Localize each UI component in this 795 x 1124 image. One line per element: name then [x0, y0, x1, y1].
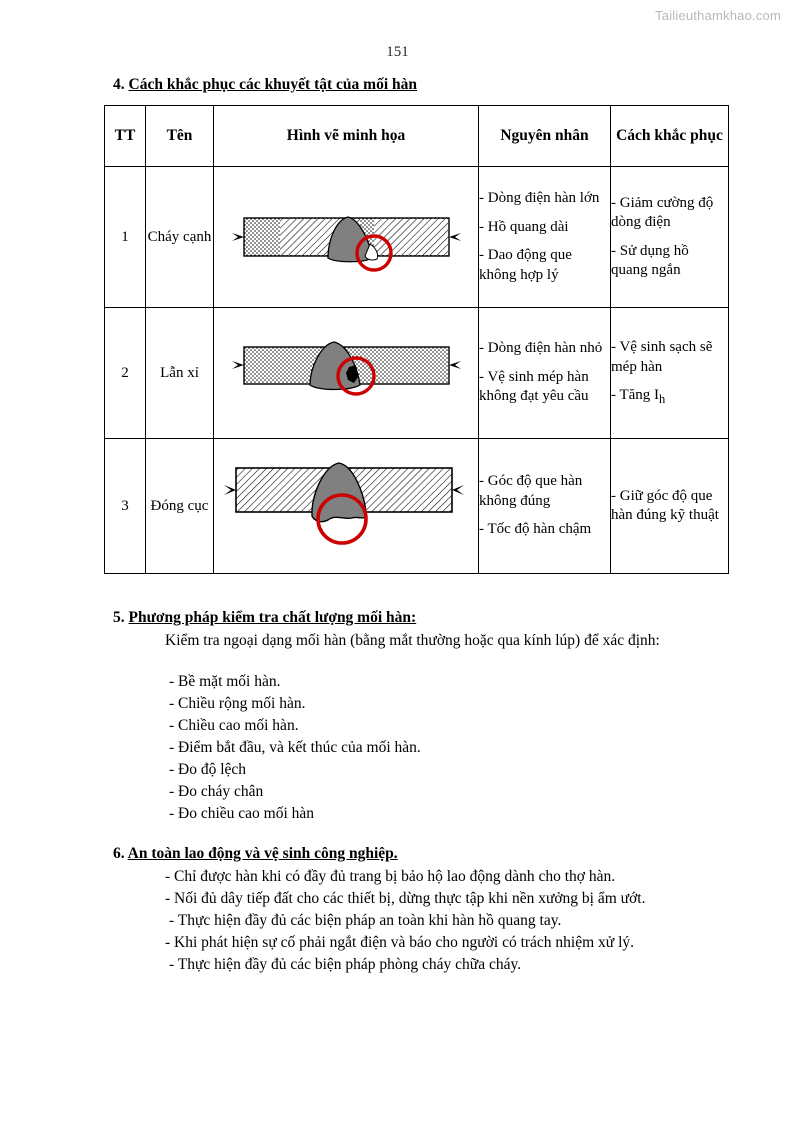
page-number: 151 [386, 44, 409, 60]
table-row [105, 167, 729, 308]
section-5-checklist [169, 671, 421, 825]
list-item: - Đo cháy chân [169, 783, 264, 800]
row-index: 2 [105, 308, 146, 439]
cause-item: - Dòng điện hàn lớn [479, 190, 600, 206]
list-item: - Đo độ lệch [169, 761, 247, 778]
list-item: - Chiều cao mối hàn. [169, 717, 299, 734]
list-item: - Thực hiện đầy đủ các biện pháp an toàn khi hàn hồ quang tay. [169, 912, 562, 929]
weld-defect-table [104, 105, 729, 574]
list-item: - Khi phát hiện sự cố phải ngắt điện và báo cho người có trách nhiệm xử lý. [165, 934, 635, 951]
column-header-hinh-ve: Hình vẽ minh họa [214, 106, 479, 167]
column-header-tt: TT [105, 106, 146, 167]
table-header-row [105, 106, 729, 167]
cause-item: - Vệ sinh mép hàn không đạt yêu cầu [479, 368, 589, 405]
section-6-list [113, 866, 735, 976]
defect-remedies [611, 308, 729, 439]
defect-figure-cell [214, 439, 479, 574]
cause-item: - Tốc độ hàn chậm [479, 521, 592, 538]
list-item: - Chỉ được hàn khi có đầy đủ trang bị bảo hộ lao động dành cho thợ hàn. [165, 868, 616, 885]
defect-remedies [611, 439, 729, 574]
table-row [105, 308, 729, 439]
remedy-item: - Giữ góc độ que hàn đúng kỹ thuật [611, 487, 719, 523]
undercut-weld-diagram [224, 192, 469, 282]
section-5-title: Phương pháp kiểm tra chất lượng mối hàn: [128, 609, 417, 626]
remedy-label: - Tăng I [611, 387, 660, 404]
column-header-cach-khac-phuc: Cách khắc phục [611, 106, 729, 167]
defect-name: Lẫn xỉ [146, 308, 214, 439]
defect-causes [479, 308, 611, 439]
section-6-heading [113, 845, 398, 863]
table-row [105, 439, 729, 574]
column-header-nguyen-nhan: Nguyên nhân [479, 106, 611, 167]
defect-figure-cell [214, 308, 479, 439]
watermark-text: Tailieuthamkhao.com [655, 8, 781, 23]
cause-item: - Góc độ que hàn không đúng [479, 473, 583, 509]
defect-name: Đóng cục [146, 439, 214, 574]
section-5-number: 5. [113, 609, 129, 626]
section-6-title: An toàn lao động và vệ sinh công nghiệp. [127, 845, 398, 862]
list-item: - Đo chiều cao mối hàn [169, 805, 315, 822]
section-4-title: Cách khắc phục các khuyết tật của mối hàn [128, 76, 417, 93]
defect-causes [479, 439, 611, 574]
defect-figure-cell [214, 167, 479, 308]
defect-causes [479, 167, 611, 308]
section-4-number: 4. [113, 76, 129, 93]
defect-name: Cháy cạnh [146, 167, 214, 308]
slag-inclusion-weld-diagram [224, 331, 469, 416]
defect-remedies [611, 167, 729, 308]
cause-item: - Dao động que không hợp lý [479, 247, 572, 283]
list-item: - Chiều rộng mối hàn. [169, 695, 306, 712]
row-index: 3 [105, 439, 146, 574]
section-5-intro: Kiểm tra ngoại dạng mối hàn (bằng mắt thường hoặc qua kính lúp) để xác định: [165, 632, 660, 649]
section-5-heading [113, 609, 416, 627]
column-header-ten: Tên [146, 106, 214, 167]
list-item: - Thực hiện đầy đủ các biện pháp phòng cháy chữa cháy. [169, 956, 522, 973]
cause-item: - Dòng điện hàn nhỏ [479, 340, 603, 357]
section-4-heading [113, 76, 417, 94]
list-item: - Điểm bắt đầu, và kết thúc của mối hàn. [169, 739, 421, 756]
cause-item: - Hồ quang dài [479, 218, 569, 235]
overlap-weld-diagram [224, 454, 469, 559]
remedy-item: - Giảm cường độ dòng điện [611, 194, 714, 230]
remedy-item: - Sử dụng hồ quang ngắn [611, 242, 689, 278]
row-index: 1 [105, 167, 146, 308]
remedy-subscript: h [659, 392, 666, 407]
remedy-item [611, 386, 728, 407]
list-item: - Nối đủ dây tiếp đất cho các thiết bị, dừng thực tập khi nền xưởng bị ẩm ướt. [165, 890, 646, 907]
list-item: - Bề mặt mối hàn. [169, 673, 281, 690]
section-6-number: 6. [113, 845, 128, 862]
remedy-item: - Vệ sinh sạch sẽ mép hàn [611, 339, 713, 375]
